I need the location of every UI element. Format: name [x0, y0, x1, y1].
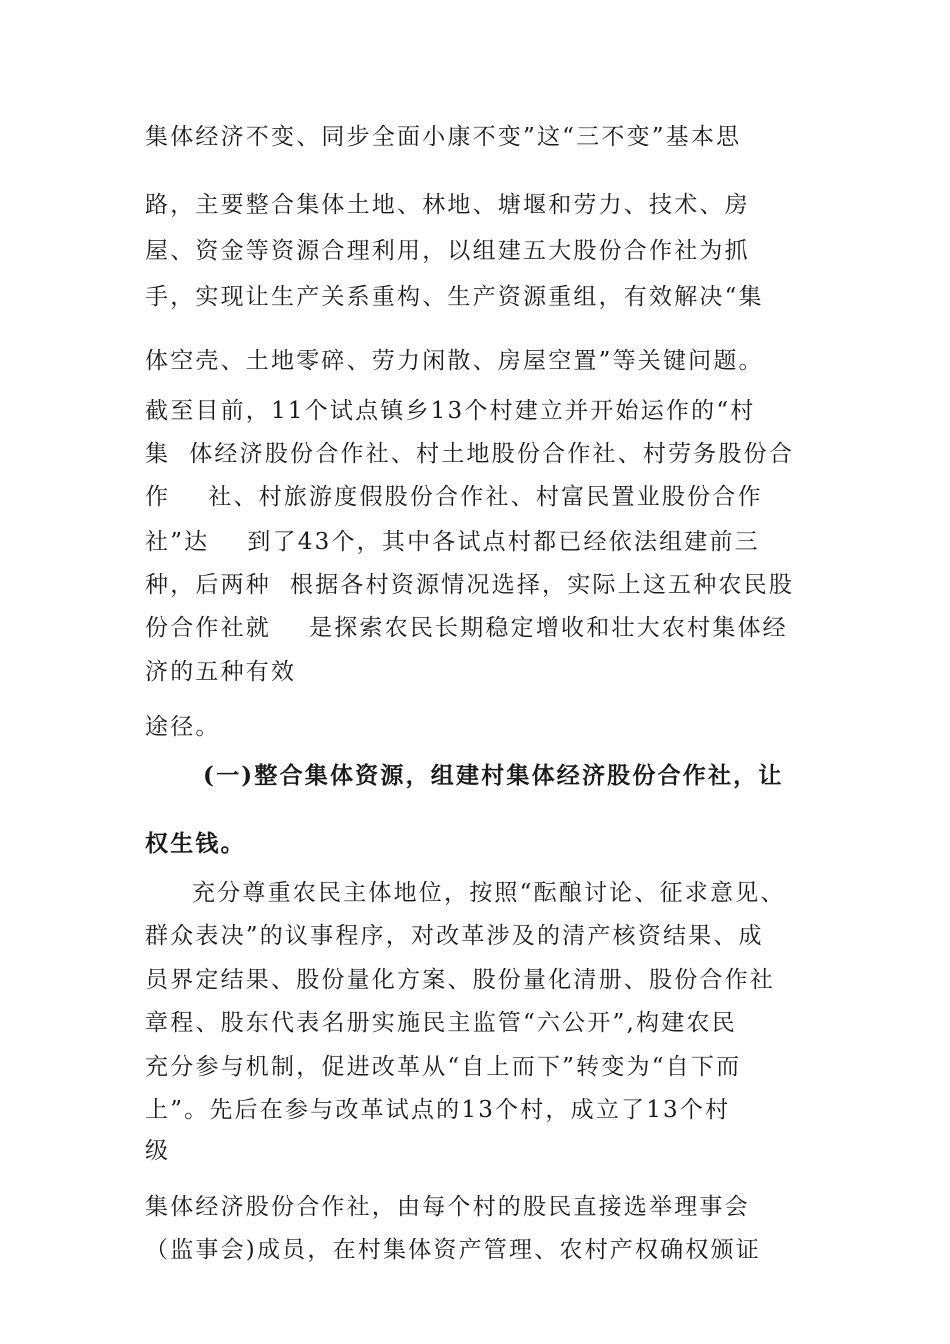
- paragraph-line: 集体经济不变、同步全面小康不变”这“三不变”基本思: [145, 124, 742, 150]
- paragraph-line: 体空壳、土地零碎、劳力闲散、房屋空置”等关键问题。: [145, 348, 764, 374]
- paragraph-line: 章程、股东代表名册实施民主监管“六公开”,构建农民: [145, 1010, 737, 1036]
- section-heading-continuation: 权生钱。: [145, 830, 246, 857]
- paragraph-line: 集 体经济股份合作社、村土地股份合作社、村劳务股份合: [145, 441, 795, 467]
- paragraph-line: 种，后两种 根据各村资源情况选择，实际上这五种农民股: [145, 572, 795, 598]
- paragraph-line: 充分尊重农民主体地位，按照“酝酿讨论、征求意见、: [192, 880, 786, 906]
- paragraph-line: 充分参与机制，促进改革从“自上而下”转变为“自下而: [145, 1054, 742, 1080]
- paragraph-line: 集体经济股份合作社，由每个村的股民直接选举理事会: [145, 1194, 750, 1220]
- paragraph-line: （监事会)成员，在村集体资产管理、农村产权确权颁证: [145, 1237, 761, 1263]
- section-heading: (一)整合集体资源，组建村集体经济股份合作社，让: [203, 762, 784, 789]
- paragraph-line: 员界定结果、股份量化方案、股份量化清册、股份合作社: [145, 967, 775, 993]
- paragraph-line: 途径。: [145, 714, 221, 740]
- paragraph-line: 群众表决”的议事程序，对改革涉及的清产核资结果、成: [145, 923, 764, 949]
- paragraph-line: 济的五种有效: [145, 659, 297, 685]
- paragraph-line: 作 社、村旅游度假股份合作社、村富民置业股份合作: [145, 484, 763, 510]
- paragraph-line: 路，主要整合集体土地、林地、塘堰和劳力、技术、房: [145, 192, 750, 218]
- paragraph-line: 手，实现让生产关系重构、生产资源重组，有效解决“集: [145, 284, 764, 310]
- paragraph-line: 社”达 到了43个，其中各试点村都已经依法组建前三: [145, 529, 760, 555]
- paragraph-line: 上”。先后在参与改革试点的13个村，成立了13个村: [145, 1097, 731, 1123]
- paragraph-line: 屋、资金等资源合理利用，以组建五大股份合作社为抓: [145, 238, 750, 264]
- paragraph-line: 截至目前，11个试点镇乡13个村建立并开始运作的“村: [145, 398, 756, 424]
- paragraph-line: 级: [145, 1138, 171, 1164]
- paragraph-line: 份合作社就 是探索农民长期稳定增收和壮大农村集体经: [145, 615, 788, 641]
